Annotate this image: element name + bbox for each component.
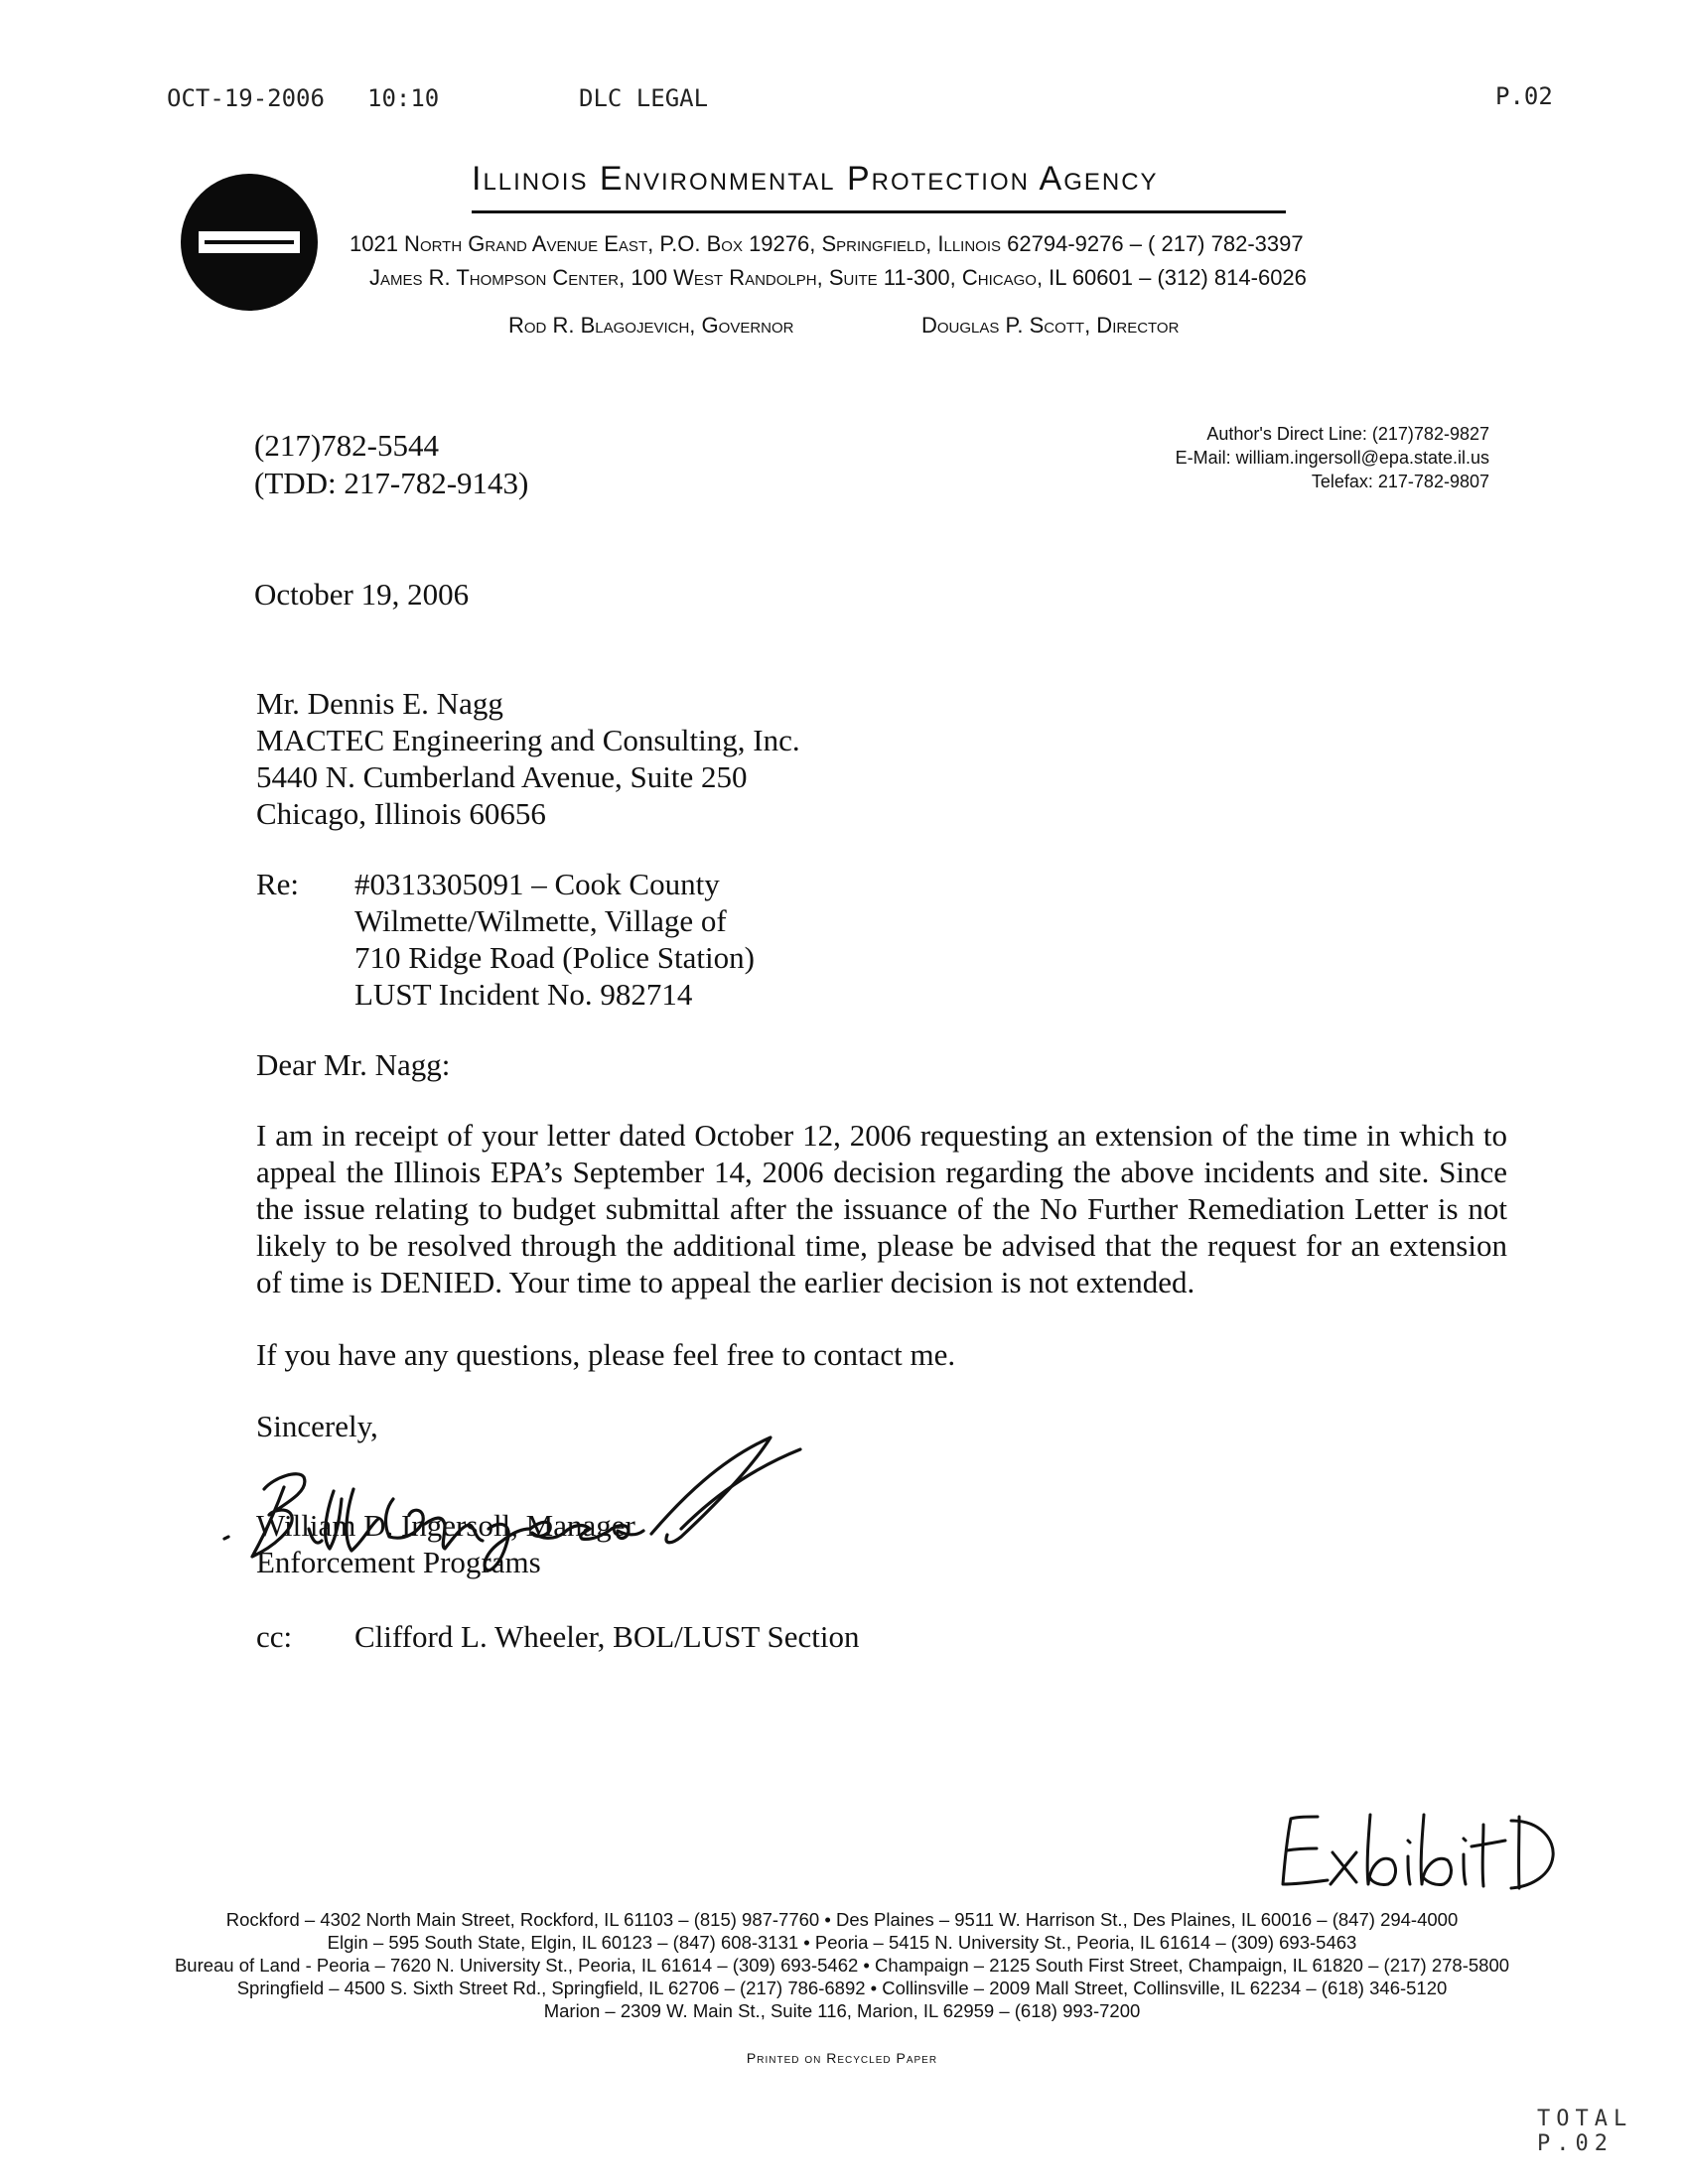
letterhead-address-springfield: 1021 North Grand Avenue East, P.O. Box 19276, Springfield, Illinois 62794-9276 – ( 217) 782-3397 xyxy=(350,231,1304,256)
footer-office-line: Springfield – 4500 S. Sixth Street Rd., Springfield, IL 62706 – (217) 786-6892 • Collinsville – 2009 Mall Street, Collinsville, IL 62234 – (618) 346-5120 xyxy=(236,1978,1448,1998)
letterhead-director: Douglas P. Scott, Director xyxy=(921,313,1180,338)
body-line: of time is DENIED. Your time to appeal the earlier decision is not extended. xyxy=(256,1265,1195,1299)
author-telefax: Telefax: 217-782-9807 xyxy=(1311,472,1489,491)
re-line: LUST Incident No. 982714 xyxy=(354,977,693,1012)
cc-recipient: Clifford L. Wheeler, BOL/LUST Section xyxy=(354,1619,860,1654)
fax-page-number: P.02 xyxy=(1495,82,1553,110)
re-lines xyxy=(354,866,755,1013)
re-line: Wilmette/Wilmette, Village of xyxy=(354,903,727,938)
agency-name: Illinois Environmental Protection Agency xyxy=(472,160,1159,198)
body-line: the issue relating to budget submittal after the issuance of the No Further Remediation Letter is not xyxy=(256,1191,1507,1226)
body-line: likely to be resolved through the additional time, please be advised that the request for an extension xyxy=(256,1228,1507,1263)
fax-sender: DLC LEGAL xyxy=(579,84,709,112)
body-line: I am in receipt of your letter dated October 12, 2006 requesting an extension of the time in which to xyxy=(256,1118,1507,1153)
exhibit-mark-icon xyxy=(1273,1795,1561,1904)
letter-date: October 19, 2006 xyxy=(254,577,470,612)
recipient-company: MACTEC Engineering and Consulting, Inc. xyxy=(256,723,800,757)
fax-total: TOTAL P.02 xyxy=(1537,2107,1633,2156)
re-label: Re: xyxy=(256,867,300,901)
re-line: #0313305091 – Cook County xyxy=(354,867,720,901)
agency-phone: (217)782-5544 xyxy=(254,428,439,463)
body-line: appeal the Illinois EPA’s September 14, 2006 decision regarding the above incidents and site. Since xyxy=(256,1155,1507,1189)
signer-title: Enforcement Programs xyxy=(256,1545,541,1579)
footer-office-line: Rockford – 4302 North Main Street, Rockford, IL 61103 – (815) 987-7760 • Des Plaines – 9511 W. Harrison St., Des Plaines, IL 60016 – (847) 294-4000 xyxy=(225,1909,1459,1930)
footer-office-line: Elgin – 595 South State, Elgin, IL 60123 – (847) 608-3131 • Peoria – 5415 N. University St., Peoria, IL 61614 – (309) 693-5463 xyxy=(327,1932,1357,1953)
sign-off: Sincerely, xyxy=(256,1409,378,1443)
agency-tdd: (TDD: 217-782-9143) xyxy=(254,466,529,500)
salutation: Dear Mr. Nagg: xyxy=(256,1047,451,1082)
printed-on-recycled-paper: Printed on Recycled Paper xyxy=(746,2050,938,2066)
footer-office-list xyxy=(99,1908,1585,2022)
recipient-city: Chicago, Illinois 60656 xyxy=(256,796,546,831)
footer-office-line: Marion – 2309 W. Main St., Suite 116, Marion, IL 62959 – (618) 993-7200 xyxy=(543,2000,1141,2021)
re-line: 710 Ridge Road (Police Station) xyxy=(354,940,755,975)
closing-question: If you have any questions, please feel free to contact me. xyxy=(256,1337,956,1372)
letter-body xyxy=(256,1117,1507,1300)
agency-seal-icon xyxy=(181,174,318,311)
fax-time: 10:10 xyxy=(367,84,440,112)
signer-name: William D. Ingersoll, Manager xyxy=(256,1508,635,1543)
letterhead-divider xyxy=(472,210,1286,213)
recipient-street: 5440 N. Cumberland Avenue, Suite 250 xyxy=(256,759,748,794)
author-email: E-Mail: william.ingersoll@epa.state.il.us xyxy=(1175,448,1489,468)
fax-date: OCT-19-2006 xyxy=(167,84,325,112)
letterhead-governor: Rod R. Blagojevich, Governor xyxy=(508,313,794,338)
footer-office-line: Bureau of Land - Peoria – 7620 N. University St., Peoria, IL 61614 – (309) 693-5462 • Champaign – 2125 South First Street, Champaign, IL 61820 – (217) 278-5800 xyxy=(174,1955,1510,1976)
author-direct-line: Author's Direct Line: (217)782-9827 xyxy=(1206,424,1489,444)
recipient-address xyxy=(256,685,800,832)
recipient-name: Mr. Dennis E. Nagg xyxy=(256,686,503,721)
author-contact xyxy=(1176,422,1489,493)
letterhead-address-chicago: James R. Thompson Center, 100 West Randolph, Suite 11-300, Chicago, IL 60601 – (312) 814-6026 xyxy=(369,265,1307,290)
cc-label: cc: xyxy=(256,1619,293,1654)
